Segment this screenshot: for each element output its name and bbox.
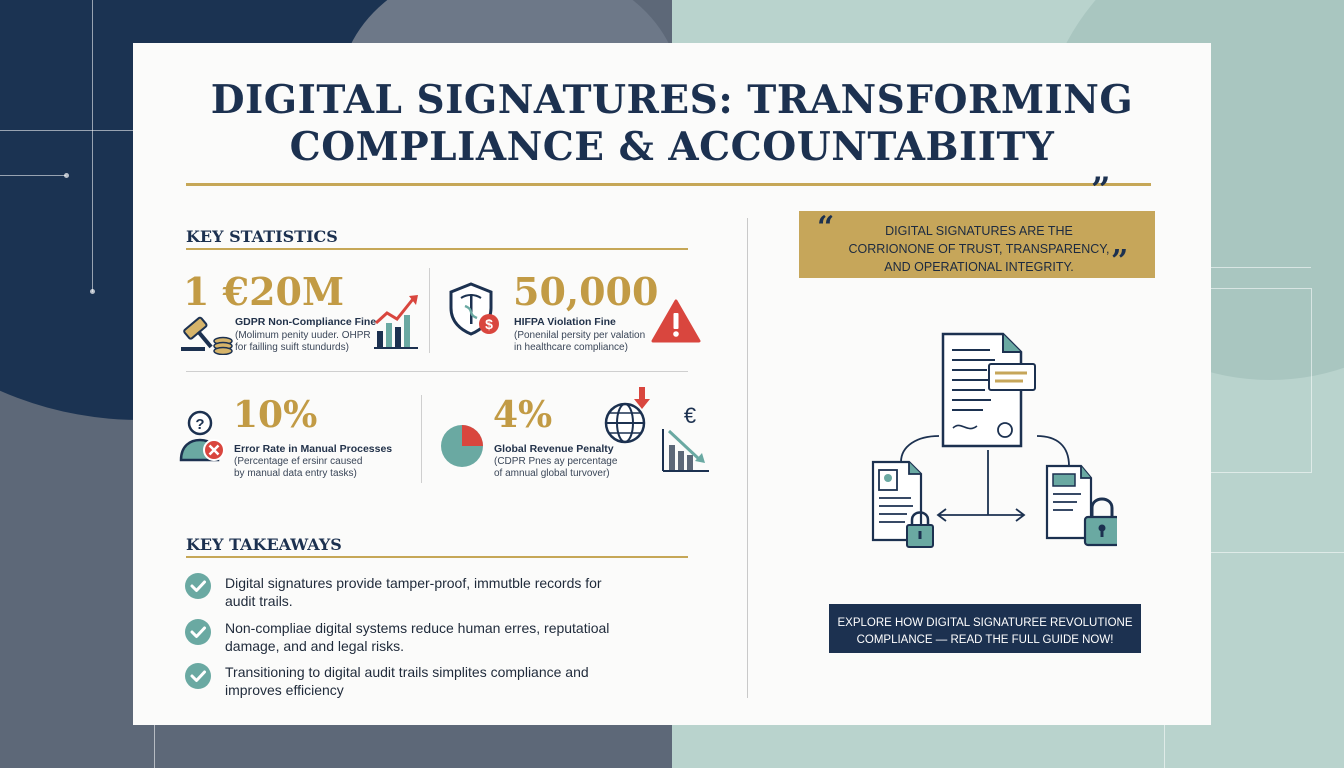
svg-text:?: ? — [195, 416, 205, 433]
stat-separator — [421, 395, 422, 483]
stat-value-gdpr-fine: 1 €20M — [183, 269, 345, 314]
background-line — [0, 130, 133, 131]
takeaway-text: Transitioning to digital audit trails simplites compliance and improves efficiency — [225, 664, 589, 698]
rising-chart-icon — [373, 293, 421, 349]
quote-text: DIGITAL SIGNATURES ARE THE CORRIONONE OF TRUST, TRANSPARENCY, AND OPERATIONAL INTEGRITY. — [848, 224, 1110, 274]
stat-desc-hipaa-fine: (Ponenilal persity per valation in healthcare compliance) — [514, 330, 646, 353]
globe-euro-icon — [603, 383, 713, 475]
stat-row-separator — [186, 371, 688, 372]
stat-value-hipaa-fine: 50,000 — [513, 269, 659, 314]
stat-label-error-rate: Error Rate in Manual Processes — [234, 443, 393, 455]
read-guide-button[interactable] — [829, 604, 1141, 653]
stat-desc-error-rate: (Percentage ef ersinr caused by manual data entry tasks) — [234, 456, 363, 479]
person-error-icon — [178, 410, 228, 464]
check-icon — [185, 663, 211, 689]
read-guide-button-label: EXPLORE HOW DIGITAL SIGNATUREE REVOLUTIONE COMPLIANCE — READ THE FULL GUIDE NOW! — [837, 617, 1133, 646]
stat-separator — [429, 268, 430, 353]
background-dot — [90, 289, 95, 294]
background-line — [1311, 288, 1312, 473]
caduceus-shield-icon — [445, 280, 503, 338]
stat-value-error-rate: 10% — [233, 394, 318, 436]
check-icon — [185, 619, 211, 645]
open-quote-mark: “ — [817, 210, 835, 245]
statistics-heading: KEY STATISTICS — [186, 227, 338, 246]
document-signing-illustration — [855, 328, 1117, 563]
stat-desc-revenue-penalty: (CDPR Pnes ay percentage of amnual global turvover) — [494, 456, 618, 479]
svg-text:€: € — [683, 403, 697, 428]
close-quote-mark: ” — [1111, 244, 1129, 279]
pie-chart-icon — [439, 423, 485, 469]
check-icon — [185, 573, 211, 599]
title-divider — [186, 183, 1151, 186]
takeaways-heading: KEY TAKEAWAYS — [186, 535, 342, 554]
infographic-card — [133, 43, 1211, 725]
column-divider — [747, 218, 748, 698]
takeaway-text: Digital signatures provide tamper-proof, immutble records for audit trails. — [225, 575, 602, 609]
background-line — [92, 0, 93, 292]
background-line — [0, 175, 66, 176]
warning-icon — [651, 299, 701, 343]
takeaway-text: Non-compliae digital systems reduce human erres, reputatioal damage, and and legal risks. — [225, 620, 610, 654]
stat-label-hipaa-fine: HIFPA Violation Fine — [514, 316, 616, 328]
quote-box — [799, 211, 1155, 278]
background-line — [154, 725, 155, 768]
svg-text:$: $ — [485, 316, 493, 332]
title-line-1: DIGITAL SIGNATURES: TRANSFORMING — [210, 77, 1134, 123]
title-line-2: COMPLIANCE & ACCOUNTABIITY — [289, 124, 1055, 170]
background-line — [1211, 288, 1311, 289]
gavel-coins-icon — [179, 313, 235, 355]
background-line — [1211, 472, 1311, 473]
background-dot — [64, 173, 69, 178]
background-line — [1211, 267, 1311, 268]
stat-desc-gdpr-fine: (Molimum penity uuder. OHPR for failling suift stundurds) — [235, 330, 371, 353]
decorative-quote-mark: ” — [1091, 170, 1111, 210]
takeaways-heading-rule — [186, 556, 688, 558]
page-title — [133, 77, 1211, 171]
statistics-heading-rule — [186, 248, 688, 250]
stat-value-revenue-penalty: 4% — [493, 394, 553, 436]
stat-label-revenue-penalty: Global Revenue Penalty — [494, 443, 614, 455]
stat-label-gdpr-fine: GDPR Non-Compliance Fine — [235, 316, 377, 328]
